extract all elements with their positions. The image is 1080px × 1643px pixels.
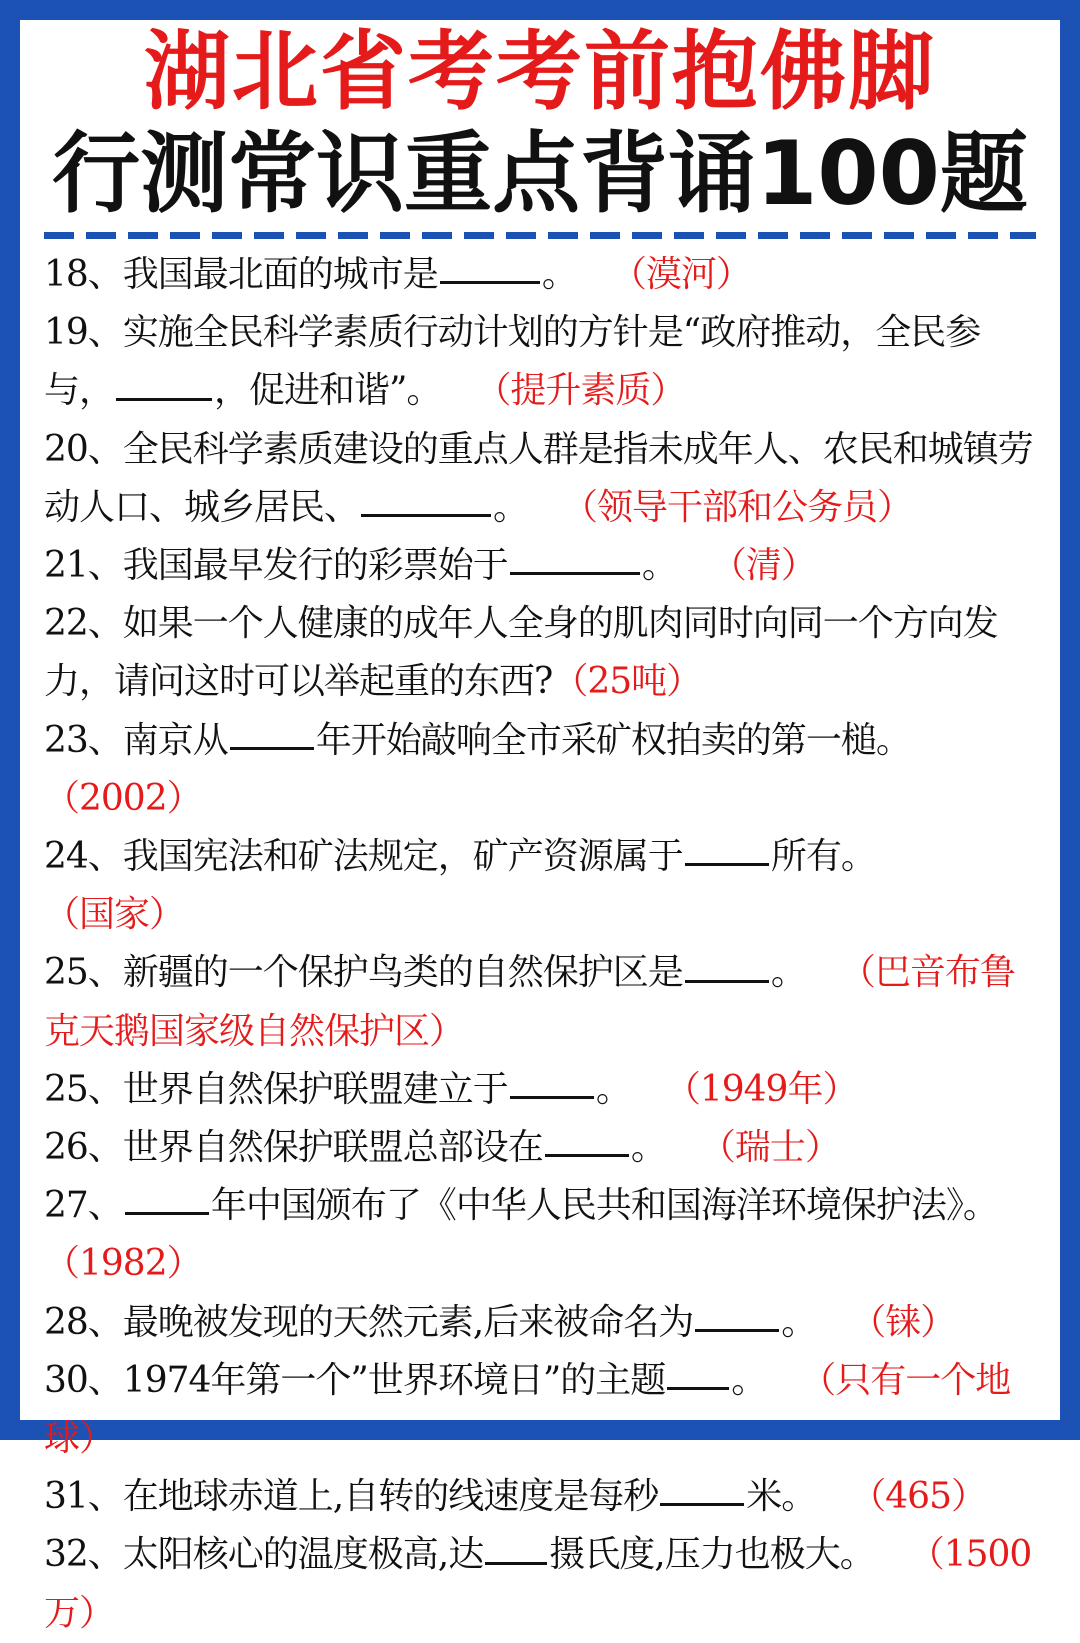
- question-item: [44, 712, 1044, 828]
- answer-text: （2002）: [44, 777, 202, 819]
- question-item: [44, 421, 1044, 537]
- question-item: [44, 1526, 1044, 1642]
- question-text: 31、在地球赤道上,自转的线速度是每秒: [44, 1476, 659, 1518]
- dashed-divider: [44, 232, 1036, 239]
- question-text-tail: 米。: [746, 1476, 817, 1518]
- question-item: [44, 1468, 1044, 1526]
- answer-text: （领导干部和公务员）: [562, 486, 913, 528]
- answer-text: （漠河）: [610, 254, 751, 295]
- answer-text: （国家）: [44, 894, 185, 936]
- question-text: 25、新疆的一个保护鸟类的自然保护区是: [44, 952, 683, 994]
- answer-blank: [510, 1096, 594, 1099]
- answer-text: （25吨）: [552, 661, 702, 703]
- question-text-tail: 。: [731, 1359, 767, 1401]
- answer-text: （1500万）: [44, 1534, 1032, 1634]
- question-text-tail: 。: [630, 1127, 666, 1169]
- question-item: [44, 1177, 1044, 1293]
- question-text: 24、我国宪法和矿法规定，矿产资源属于: [44, 836, 683, 878]
- answer-text: （只有一个地球）: [44, 1359, 1011, 1460]
- question-text: 30、1974年第一个”世界环境日”的主题: [44, 1359, 666, 1401]
- answer-blank: [685, 980, 769, 983]
- question-text: 22、如果一个人健康的成年人全身的肌肉同时向同一个方向发力，请问这时可以举起重的东西?: [44, 603, 998, 703]
- question-text-tail: 年开始敲响全市采矿权拍卖的第一槌。: [315, 719, 911, 761]
- question-text-tail: ，促进和谐”。: [214, 370, 442, 412]
- answer-text: （1949年）: [664, 1068, 858, 1110]
- answer-text: （提升素质）: [475, 370, 686, 412]
- question-text: 32、太阳核心的温度极高,达: [44, 1534, 484, 1576]
- question-text-tail: 。: [781, 1301, 817, 1343]
- answer-text: （瑞士）: [699, 1127, 840, 1169]
- question-item: [44, 537, 1044, 595]
- answer-text: （铼）: [850, 1301, 956, 1343]
- answer-blank: [685, 863, 769, 866]
- question-text-tail: 。: [541, 254, 577, 295]
- answer-blank: [667, 1387, 729, 1390]
- answer-text: （巴音布鲁克天鹅国家级自然保护区）: [44, 952, 1015, 1052]
- question-item: [44, 304, 1044, 420]
- question-text: 23、南京从: [44, 719, 228, 761]
- question-text: 20、全民科学素质建设的重点人群是指未成年人、农民和城镇劳动人口、城乡居民、: [44, 428, 1033, 528]
- question-text: 25、世界自然保护联盟建立于: [44, 1068, 508, 1110]
- answer-blank: [361, 514, 491, 517]
- question-text: 26、世界自然保护联盟总部设在: [44, 1127, 543, 1169]
- answer-blank: [695, 1329, 779, 1332]
- question-text-tail: 。: [770, 952, 806, 994]
- answer-blank: [230, 747, 314, 750]
- question-text: 21、我国最早发行的彩票始于: [44, 545, 508, 587]
- answer-blank: [545, 1154, 629, 1157]
- answer-blank: [440, 281, 540, 284]
- question-item: [44, 944, 1044, 1060]
- question-text: 28、最晚被发现的天然元素,后来被命名为: [44, 1301, 694, 1343]
- question-text: 18、我国最北面的城市是: [44, 254, 438, 295]
- answer-blank: [485, 1562, 547, 1565]
- question-item: [44, 1119, 1044, 1177]
- answer-blank: [510, 572, 640, 575]
- question-item: [44, 1352, 1044, 1468]
- title-line-1: 湖北省考考前抱佛脚: [144, 22, 936, 122]
- answer-blank: [116, 398, 212, 401]
- title-line-2: 行测常识重点背诵100题: [52, 122, 1028, 225]
- answer-text: （1982）: [44, 1243, 202, 1285]
- question-list: [44, 246, 1044, 1643]
- question-item: [44, 828, 1044, 944]
- question-item: [44, 1061, 1044, 1119]
- question-item: [44, 595, 1044, 711]
- question-text-tail: 。: [641, 545, 677, 587]
- question-text-tail: 。: [595, 1068, 631, 1110]
- question-item: [44, 246, 1044, 304]
- question-item: [44, 1294, 1044, 1352]
- answer-text: （清）: [710, 545, 816, 587]
- answer-blank: [660, 1503, 744, 1506]
- question-text: 27、: [44, 1185, 123, 1227]
- question-text: 19、实施全民科学素质行动计划的方针是“政府推动，全民参与，: [44, 312, 981, 412]
- question-text-tail: 所有。: [770, 836, 876, 878]
- question-text-tail: 摄氏度,压力也极大。: [549, 1534, 875, 1576]
- answer-text: （465）: [850, 1476, 986, 1518]
- question-text-tail: 年中国颁布了《中华人民共和国海洋环境保护法》。: [210, 1185, 998, 1227]
- question-text-tail: 。: [493, 486, 529, 528]
- answer-blank: [125, 1212, 209, 1215]
